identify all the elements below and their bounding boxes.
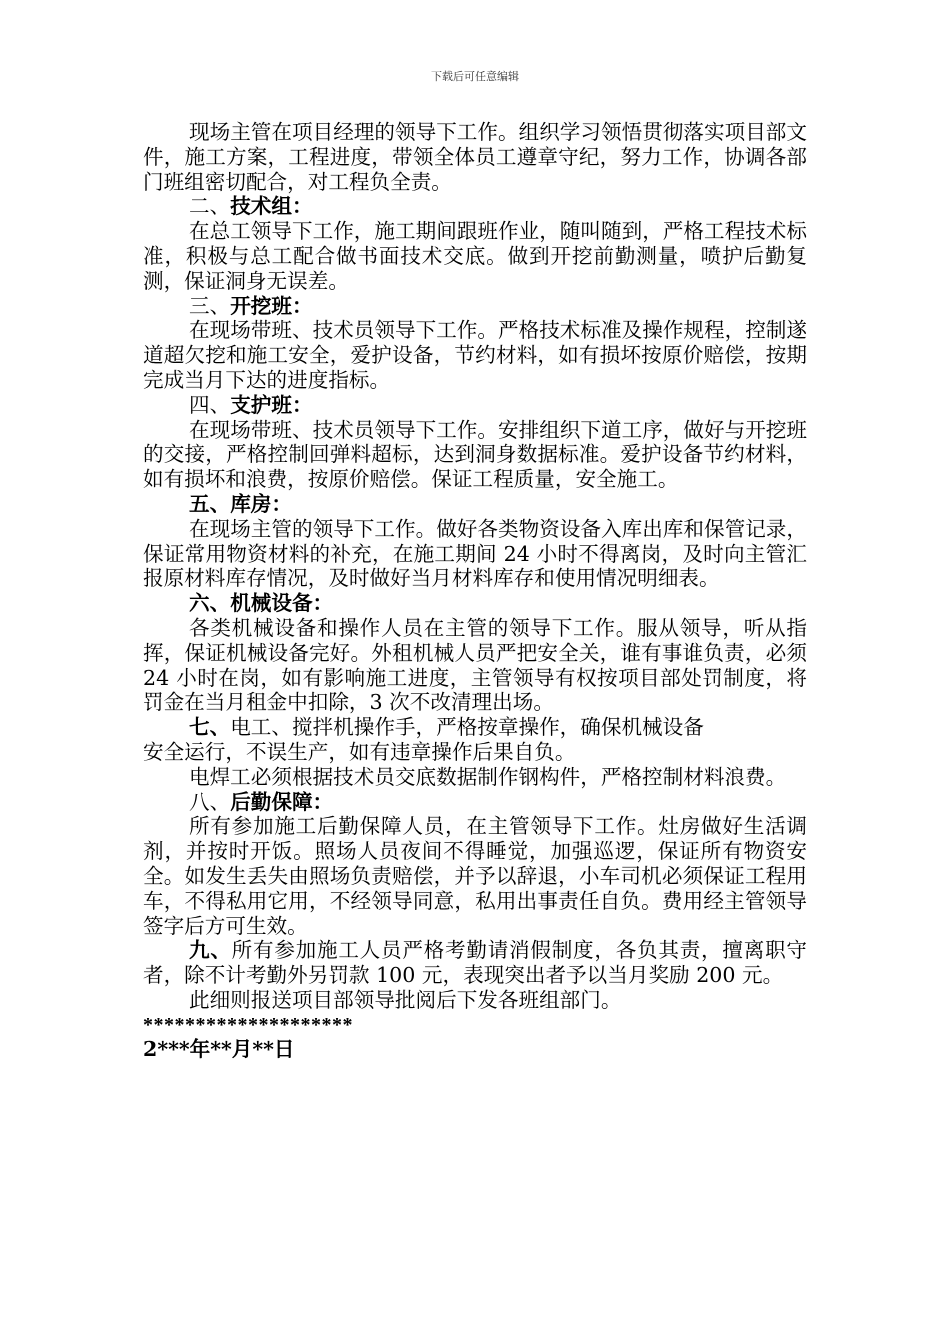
section-body-excavation: 在现场带班、技术员领导下工作。严格技术标准及操作规程，控制遂道超欠挖和施工安全，爱护设备，节约材料，如有损坏按原价赔偿，按期完成当月下达的进度指标。 <box>143 318 807 392</box>
section-number: 四、 <box>189 392 231 417</box>
section-heading-excavation <box>143 294 807 319</box>
section-body-machinery: 各类机械设备和操作人员在主管的领导下工作。服从领导，听从指挥，保证机械设备完好。外租机械人员严把安全关，谁有事谁负责，必须 24 小时在岗，如有影响施工进度，主管领导有权按项目部处罚制度，将罚金在当月租金中扣除，3 次不改清理出场。 <box>143 615 807 715</box>
section-welding: 电焊工必须根据技术员交底数据制作钢构件，严格控制材料浪费。 <box>189 764 787 789</box>
document-date: 2***年**月**日 <box>143 1037 295 1062</box>
section-text: 电工、搅拌机操作手，严格按章操作，确保机械设备 <box>230 715 704 740</box>
section-body-support: 在现场带班、技术员领导下工作。安排组织下道工序，做好与开挖班的交接，严格控制回弹料超标，达到洞身数据标准。爱护设备节约材料，如有损坏和浪费，按原价赔偿。保证工程质量，安全施工。 <box>143 417 807 492</box>
section-number: 六、 <box>189 591 231 616</box>
document-body <box>143 120 807 1062</box>
section-electric-line2: 安全运行，不误生产，如有违章操作后果自负。 <box>143 739 576 764</box>
section-heading-tech <box>143 194 807 219</box>
section-heading-machinery <box>143 591 807 616</box>
section-title: 后勤保障： <box>230 789 334 814</box>
section-attendance <box>143 938 807 988</box>
section-number: 五、 <box>189 491 231 516</box>
section-body-logistics: 所有参加施工后勤保障人员，在主管领导下工作。灶房做好生活调剂，并按时开饭。照场人员夜间不得睡觉，加强巡逻，保证所有物资安全。如发生丢失由照场负责赔偿，并予以辞退，小车司机必须保证工程用车，不得私用它用，不经领导同意，私用出事责任自负。费用经主管领导签字后方可生效。 <box>143 814 807 938</box>
section-heading-support <box>143 393 807 418</box>
section-number: 九、 <box>189 938 232 963</box>
section-number: 七、 <box>189 715 231 740</box>
section-number: 八、 <box>189 789 231 814</box>
section-title: 机械设备： <box>230 591 334 616</box>
closing-paragraph: 此细则报送项目部领导批阅后下发各班组部门。 <box>189 987 622 1012</box>
intro-paragraph: 现场主管在项目经理的领导下工作。组织学习领悟贯彻落实项目部文件，施工方案，工程进度，带领全体员工遵章守纪，努力工作，协调各部门班组密切配合，对工程负全责。 <box>143 120 807 194</box>
signature-placeholder: ******************** <box>143 1013 353 1036</box>
section-heading-warehouse <box>143 492 807 517</box>
page-header-note: 下载后可任意编辑 <box>431 70 519 83</box>
section-title: 库房： <box>230 491 292 516</box>
section-body-tech: 在总工领导下工作，施工期间跟班作业，随叫随到，严格工程技术标准，积极与总工配合做书面技术交底。做到开挖前勤测量，喷护后勤复测，保证洞身无误差。 <box>143 219 807 293</box>
section-title: 支护班： <box>230 392 313 417</box>
section-body-warehouse: 在现场主管的领导下工作。做好各类物资设备入库出库和保管记录，保证常用物资材料的补充，在施工期间 24 小时不得离岗，及时向主管汇报原材料库存情况，及时做好当月材料库存和使用情况明细表。 <box>143 516 807 591</box>
section-number: 二、 <box>189 194 231 219</box>
section-title: 技术组： <box>230 194 313 219</box>
section-text: 所有参加施工人员严格考勤请消假制度，各负其责，擅离职守者，除不计考勤外另罚款 100 元，表现突出者予以当月奖励 200 元。 <box>143 938 807 988</box>
section-number: 三、 <box>189 293 231 318</box>
section-heading-logistics <box>143 790 807 815</box>
section-electric-line1 <box>143 715 807 740</box>
section-title: 开挖班： <box>230 293 313 318</box>
